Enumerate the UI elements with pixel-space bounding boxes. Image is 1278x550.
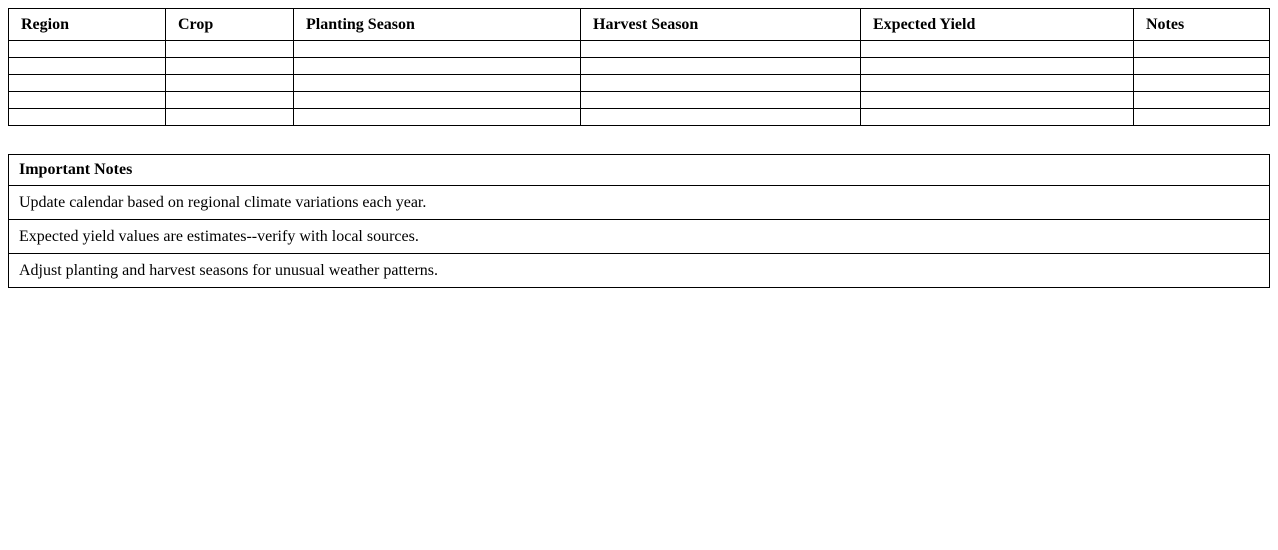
table-cell <box>166 58 294 75</box>
note-text: Adjust planting and harvest seasons for unusual weather patterns. <box>9 254 1270 288</box>
table-cell <box>581 109 861 126</box>
crop-table-empty-row <box>9 92 1270 109</box>
notes-table-row <box>9 220 1270 254</box>
table-cell <box>166 41 294 58</box>
column-header-planting-season: Planting Season <box>294 9 581 41</box>
crop-table-empty-row <box>9 109 1270 126</box>
notes-table-title: Important Notes <box>9 155 1270 186</box>
column-header-crop: Crop <box>166 9 294 41</box>
table-cell <box>9 109 166 126</box>
notes-table-row <box>9 254 1270 288</box>
column-header-harvest-season: Harvest Season <box>581 9 861 41</box>
notes-table-row <box>9 186 1270 220</box>
table-cell <box>861 41 1134 58</box>
table-cell <box>294 58 581 75</box>
table-cell <box>294 41 581 58</box>
crop-table-empty-row <box>9 41 1270 58</box>
table-cell <box>1134 92 1270 109</box>
column-header-notes: Notes <box>1134 9 1270 41</box>
table-cell <box>581 41 861 58</box>
table-cell <box>1134 58 1270 75</box>
table-cell <box>166 109 294 126</box>
table-cell <box>581 75 861 92</box>
table-cell <box>1134 41 1270 58</box>
note-text: Update calendar based on regional climate variations each year. <box>9 186 1270 220</box>
table-cell <box>294 92 581 109</box>
table-cell <box>1134 109 1270 126</box>
table-cell <box>1134 75 1270 92</box>
table-cell <box>581 92 861 109</box>
notes-table-header-row <box>9 155 1270 186</box>
crop-table-header-row <box>9 9 1270 41</box>
table-cell <box>294 109 581 126</box>
table-cell <box>166 75 294 92</box>
table-cell <box>861 58 1134 75</box>
important-notes-table <box>8 154 1270 288</box>
table-cell <box>581 58 861 75</box>
column-header-region: Region <box>9 9 166 41</box>
table-cell <box>166 92 294 109</box>
table-cell <box>9 75 166 92</box>
crop-table-empty-row <box>9 75 1270 92</box>
table-cell <box>861 92 1134 109</box>
table-cell <box>9 41 166 58</box>
table-cell <box>861 75 1134 92</box>
table-cell <box>294 75 581 92</box>
crop-table-empty-row <box>9 58 1270 75</box>
table-cell <box>9 92 166 109</box>
note-text: Expected yield values are estimates--verify with local sources. <box>9 220 1270 254</box>
column-header-expected-yield: Expected Yield <box>861 9 1134 41</box>
table-cell <box>861 109 1134 126</box>
table-cell <box>9 58 166 75</box>
crop-calendar-table <box>8 8 1270 126</box>
